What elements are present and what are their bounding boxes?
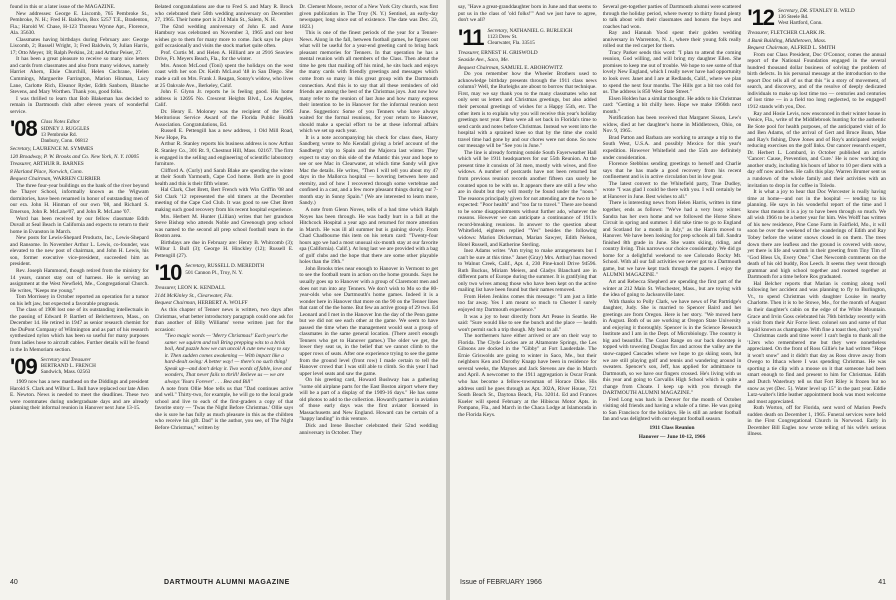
paragraph: There is interesting news from Helen Harris, written in time together, ends as follows: "We've had a very busy winter. Sandra has her own home and we followed the Horse Show Circuit in spring and summer. I did take time to go to England and Scotland for a month in July," as the Harris moved to Hanover. We have been looking for prep schools all fall. Sandra finished 8th grade in June. She wants skiing, riding, and country living. This narrows our choice considerably. We did go home for a delightful weekend to see Colorado Rocky Mt. School. With all our fall activities we never got to a Dartmouth game, but we have kept track through the papers. I enjoy the ALUMNI MAGAZINE.": [602, 200, 742, 279]
left-footer: [10, 579, 436, 586]
paragraph: Ray and Hosie Levis, now ensconced in their winter house in Venice, Fla., write of the Middlebrook hunting for the authentic Be Sote pool for health purposes, of the anticipated visit of Jo and Ben Adams, of the arrival of Gert and Bruce Bunn, Mae and Ray's fishing, Dave Jones and of Roy's anticipated weight reducing exercises on the golf links. Our cancer research expert, Dr. Herbert L. Lombard, in October published an article 'Cancer: Cause, Prevention, and Cure.' He is now working on another study, including his hours of labor to 10 per diem with a day off now and then. He calls this play. Warren Brumer sent us a rundown of the whole family and their activities with an invitation to drop in for coffee in Toledo.: [747, 110, 887, 189]
right-page: [450, 0, 896, 600]
bequest-line: Bequest Chairman, HERBERT A. WOLFF: [154, 300, 248, 307]
paragraph: New addresses: George E. Liscomb, 765 Pembroke St., Pembroke, N. H.; Fred H. Baldwin, Box 5257 T.E., Bradenton, Fla.; Harold W. Chase, H-123 Thoreau Wynne Apt., Florence, Ala. 35630.: [10, 10, 149, 37]
page-number: 41: [878, 579, 886, 586]
treasurer-line: Treasurer, LEON K. KENDALL: [154, 285, 226, 292]
paragraph: Tom Morrissey in October reported an operation for a tumor on his left jaw, but expected a favorable prognosis.: [10, 294, 149, 307]
paragraph: The latest convert to the Whitefield party, True Dudley, wrote "I was glad I could be there with you. I will certainly be at Hanover in June. Best wishes to all.": [602, 180, 742, 200]
paragraph: Brad Patton and Barbara are working to arrange a trip to the South West, U.S.A. and possibly Mexico for this year's expedition. However Whitefield and the 55th are definitely under consideration.: [602, 134, 742, 161]
paragraph: Several get-together parties of Dartmouth alumni were scattered through the holiday period, where twenty to thirty found plenty to talk about with their classmates and honors the boys and coaches had won.: [602, 4, 742, 30]
right-column-3: [747, 4, 886, 570]
paragraph: Prof. Curtis M. and Helen A. Hilliard are at 2916 Seaview Drive, Ft. Meyers Beach, Fla., for the winter.: [154, 49, 294, 63]
class-year: '12: [747, 5, 775, 30]
paragraph: It was a joy to hear directly from Art Pease in Seattle. He said: "Sure would like to see the bunch and the place — health won't permit such a trip though. My best to all.": [458, 313, 597, 333]
paragraph: Hal Belcher reports that Marian is coming along well following her accident and was planning to fly to Burlington, Vt., to spend Christmas with daughter Louise in nearby Charlotte. Then it is to be Stowe, Me., for the month of August in their daughter's cabin on the edge of the White Mountain. Grace and Irvin Goss celebrated his 76th birthday recently with a visit from their Air Force lieut. colonel son and some of that liquid known as champagne. With fine a toast then, don't you?: [747, 280, 887, 333]
left-column-1: [10, 4, 149, 570]
paragraph: Clifford A. (Curly) and Sarah Blake are spending the winter at their South Yarmouth, Cape Cod home. Both are in good health and this is their fifth winter.: [154, 167, 294, 187]
secretary-line: Secretary, LAURENCE M. SYMMES: [10, 146, 94, 153]
paragraph: New posts for Lewis-Shepard Products, Inc., Lewis-Shepard and Ransome. In November Arthur L. Lewis, co-founder, was elevated to the new post of chairman, and John H. Lewis, his son, former executive vice-president, succeeded him as president.: [10, 235, 149, 268]
class-year: '08: [10, 116, 37, 142]
magazine-title: DARTMOUTH ALUMNI MAGAZINE: [164, 579, 290, 586]
bequest-line: Bequest Chairman, SAMUEL E. ABOHOWITZ: [458, 64, 563, 71]
paragraph: Mrs. Anson McLoud (Toni) spent the holidays on the west coast with her son Dr. Keith McLoud '48 in San Diego. She made a call on Mrs. Frank J. Reagan, Sonny's widow, who lives at 25 Oakvale Ave., Berkeley, Calif.: [154, 62, 294, 89]
left-page: [0, 0, 446, 600]
class-officer-info: Secretary and Treasurer BERTRAND L. FRENCH Sandwich, Mass. 02563: [40, 357, 96, 376]
treasurer-address: Seaside Ave., Saco, Me.: [458, 57, 509, 64]
paragraph: This is one of the finest periods of the year for a Tenner-News. Along in the fall, between football games, he figures out what will be useful for a year-end greeting card to bring back pleasant memories for Tenners. In that operation he has a mental reunion with all members of the Class. Then about the time he gets that mailing off his mind, he sits back and enjoys the many cards with friendly greetings and messages which come from so many in this great group with the Dartmouth connection. And this is to say that all these reminders of old friends are among the best of the Christmas joys. Just now how many refer to the reunion of last June and how many express their intention to be in Hanover for the informal reunion next June. Suggestion: Some of you Tenners who have always waited for the formal reunions, for your return to Hanover, should make a special effort to be at these informal affairs which we set up each year.: [299, 30, 439, 135]
bequest-line: Bequest Chairman, WARREN CURRIER: [10, 176, 101, 183]
class-heading-10: [154, 260, 294, 286]
paragraph: The 62nd wedding anniversary of John E. and Anne Hambury was celebrated on November 3, 1965 and our best wishes go to them for many more to come. Jack says he plays golf occasionally and visits the stock market quite often.: [154, 23, 294, 50]
paragraph: A note from Glenn Noves, tells of a bad time which Ralph Noyes has been through. He was badly hurt in a fall at the Hitchcock Hospital a year ago and returned for more attention in March. He was ill all summer but is gaining slowly. From Chad Chadbourne this item on his return card: "Twenty-four hours ago we had a most unusual six-month stay at our favorite spa (California). Calif.). At long last we are provided with a bag of golf clubs and the hope that there are some other playable holes than the 19th.": [299, 206, 439, 266]
class-heading-09: [10, 354, 149, 380]
right-columns: [458, 4, 886, 570]
paragraph: say, "Have a great-granddaughter born in June and that seems to put us in the class of 'old folks!'" And we just have to agree, don't we all?: [458, 4, 597, 24]
class-heading-08: [10, 116, 149, 144]
paragraph: Dick and Irene Boscher celebrated their 52nd wedding anniversary in October. They: [299, 423, 439, 436]
paragraph: Russell E. Pettengill has a new address, 1 Old Mill Road, New Hope, Pa.: [154, 128, 294, 141]
class-year: '10: [154, 260, 182, 286]
paragraph: found in this or a later issue of the MAGAZINE.: [10, 4, 116, 10]
bequest-line: Bequest Chairman, ALFRED L. SMITH: [747, 45, 836, 52]
paragraph: On his greeting card, Howard Bushway has a gathering "some old airplane parts for the East Boston airport where they will be a part of a display of the 1909-16 days." He has some old photos to add to the collection. Howard's partner in aviation of those early days was the first aviator licensed in Massachusetts and New England. Howard can be certain of a "happy landing" in this venture.: [299, 377, 439, 423]
paragraph: Art and Rebecca Shepherd are spending the first part of the winter at 212 Main St. Winchester, Mass., but are toying with the idea of going to Jacksonville later.: [602, 278, 742, 299]
paragraph: 1909 now has a new masthead on the Diddings and president Harold S. Clark and Wilbur L. Bull have replaced our late Allen E. Newton. News is needed to meet the deadlines. These two were roommates during undergraduate days and are already planning their informal reunion in Hanover next June 13-15.: [10, 379, 149, 412]
paragraph: Ray and Hannah Yood spent their golden wedding anniversary in Warrenton, N. J., where their young folk really rolled out the red carpet for them.: [602, 30, 742, 50]
paragraph: It is a note accompanying his check for class dues, Harry Sandberg wrote to Mo Kendall giving a brief account of the Sandbergs' trip to Spain and the Majorca last winter. They expect to stay on this side of the Atlantic this year and hope to see or see Mac in Clearwater, at which time Sandy will give Mac the details. He writes, "Then I will tell you about my 47 days in the Mallorca hospital — hovering between here and eternity, and of how I recovered through some vertebrae and confined in a cast, and a few more pleasant things during our 7-month stay in Sunny Spain." (We are interested to learn more, Sandy.): [299, 134, 439, 207]
paragraph: Classmates having birthdays during February are: George Liscomb, 2; Russell Wright, 3; Fred Baldwin, 9; Julian Harris, 17; Otto Meyer, 18; Ralph Perkins, 24; and Arthur Peiser, 27.: [10, 36, 149, 56]
paragraph: Word has been received by our fellow classmate Edith Duvall at Seal Beach in California and expects to return to their home in Evanston in March.: [10, 215, 149, 235]
paragraph: As this chapter of Tenner news is written, two days after Christmas, what better introductory paragraph could one ask for than another of Billy Williams' verse written just for the occasion:: [154, 306, 294, 333]
paragraph: Mrs. Herbert M. Hunter (Lillian) writes that her grandson Steve Bishop who attends Noble and Greenough prep school was named to the second all prep school football team in the Boston area.: [154, 213, 294, 240]
paragraph: The class of 1908 lost one of its outstanding intellectuals in the passing of Edward P. Bartlett of Belchertown, Mass., on December 14. He retired in 1947 as senior research chemist for the DuPont Company of Wilmington and as part of his research synthesized nylon which has been so useful for many purposes from ladies hose to aircraft cables. Further details will be found in the In Memoriam section.: [10, 307, 149, 353]
poem: "Two magic words — 'Merry Christmas!' Each year's the same: we squirm and toil Bring prepping wits to a brisk boil, And puzzle how we can uncoil A cute new way to say it. Then sudden comes awakening — With impact like a hard-dealt swing: A better way! — there's no such thing! Speak up—and don't delay it. Two words of fable, love and wonders, That never fails to thrill! Believe us — we are always 'Yours Forever' . . . Bea and Bill": [164, 333, 292, 385]
treasurer-line: Treasurer, FLETCHER CLARK JR.: [747, 30, 826, 36]
paragraph: John Brooks tries near enough to Hanover in Vermont to get to see the football team in action on the home grounds. Says he usually goes up to Hanover with a group of Claremont men and does not run into any Tenners. We don't wish to Mo so the 80-year-olds who see Dartmouth's home games. Indeed it is a wonder here in Hanover that more on the 90 on the Tenner lines that cant of the the home. But few an active group of 29 two. Ed Leonard and I met in the Hanover Inn the day of the Penn game but we did not see each other at the game. We seem to have passed the time when the management would seat a group of classmates in the same general location. (There aren't enough Tenners who get to Hanover games.) The older we get, the lower they seat us, in the belief that we cannot climb to the upper rows of seats. After one experience trying to see the game from the ground level (front row) I made certain to tell the Hanover crowd that I was still able to climb. So this year I had upper level seats and saw the game.: [299, 265, 439, 377]
paragraph: Hal Clark, Chet Brett, Bert French with Win Griffin '08 and Sid Clark '12 represented the old timers at the December meeting of the Cape Cod Club. It was good to see Chet Brett making such good recovery from his recent hospital experience.: [154, 187, 294, 213]
treasurer-line: Treasurer, ERNEST H. GRISWOLD: [458, 49, 538, 56]
paragraph: Fred Long was back in Denver for the month of October visiting old friends and having a whale of a time. He was going to San Francisco for the holidays. He is still an ardent football fan and was delighted with our elegant football season.: [602, 396, 742, 423]
paragraph: Belated congratulations are due to Fred S. and Mary R. Brock who celebrated their 50th wedding anniversary on December 27, 1965. Their home port is 214 Main St., Salem, N. H.: [154, 4, 294, 24]
paragraph: The northerners have either arrived or are on their way to Florida. The Clyde Lockes are at Altamonte Springs, the Les Gibsons are docked in the "Gibby" at Fort Lauderdale. The Ernie Griswolds are going to winter in Saco, Me., but their neighbors Ken and Dorothy Knapp have been in residence for several weeks, the Mayses and Jack Stevens are due in March and April. A newcomer to the 1911 aggregation is Oscar Frank who has become a fellow-townsman of Horace Dike. His address until he goes through as Apt. 302A, River House, 721 South Beach St., Daytona Beach, Fla. 32014. Ed and Frances Kueler will spend February at the Hibiscus Motor Apts. in Pompano, Fla., and March in the Chaca Lodge at Islamorada in the Florida Keys.: [458, 333, 597, 418]
paragraph: Dr. Clement Moore, rector of a New York City church, was first given publication in The Troy (N. Y.) Sentinel, an early-day newspaper, long since out of existence. The date was Dec. 23, 1823.): [299, 4, 439, 30]
paragraph: A note from Ollie Moe tells us that "Dad continues active and well." Thirty-two, for example, he will go to the local grade school and live to each of the first-graders a copy of that favorite story — 'Twas the Night Before Christmas.' Ollie says she is sure he has fully as much pleasure in this as the children who receive his gift. Dad" is the author, you see, of The Night Before Christmas," written by: [154, 385, 294, 431]
paragraph: The three four-year buildings on the bank of the river beyond the Thayer School, informally known as the Wigwam dormitories, have been renamed in honor of outstanding men of our era. John H. Hinman of our own '08, and Richard S. Emerson, John R. McLane'07, and John R. McLane '07.: [10, 182, 149, 216]
reunion-title: 1911 Class Reunion: [649, 425, 695, 431]
paragraph: John F. Glynn Jr. reports he is feeling good. His home address is 12695 No. Crescent Heights Blvd., Los Angeles, Calif.: [154, 89, 294, 109]
paragraph: Notification has been received that Margaret Sisson, Lew's widow, died at her daughter's home in Middletown, Ohio, on Nov. 9, 1965.: [602, 115, 742, 135]
class-year: '09: [10, 354, 37, 380]
paragraph: From our Class President, Doc O'Connor, comes the annual report of the National Foundation engaged in the several hundred thousand dollar business of solving the problem of birth defects. In his personal message at the introduction to the report Doc tells all of us that this "is a story of movement, of search, and discovery, and of the resolve of deeply dedicated individuals to make up lost time too — centuries and centuries of lost time — in a field too long neglected, to be engaged! 1912 stands with you, Doc.: [747, 51, 887, 111]
page-number: 40: [10, 579, 18, 586]
paragraph: Birthdays are due in February are: Henry B. Whitcomb (3); Wilbur I. Bull (3); George H. Hinckley (12); Russell E. Pettengill (27).: [154, 239, 294, 259]
class-year: '11: [458, 24, 484, 50]
class-officer-info: Class Notes Editor SIDNEY J. RUGGLES 13 Pembroke Rd. Danbury, Conn. 06812: [40, 119, 90, 144]
paragraph: It is what a joy to hear that Doc Worcester is really having time at home—and not in the hospital — tending to his planning. He says in his wonderful report of the time and I know that means it is a joy to have been through so much. We all wish 1966 to be a better year for him. Wes Wolff has written of his new residence, Pine Cone Farm in Fairfield, Mo., it will soon be over the weekend of the wanderings of Edith and Ray Tobey before the winter snows closed in on them. The trees down there are leafless and the ground is covered with snow, yet there is life and warmth in their greeting from Tiny Tim of "God Bless Us, Every One." Chet Newcomb comments on the death of his old buddy, Ros Leech. It seems they went through grammar and high school together and roomed together at Dartmouth for a time before Ros graduated.: [747, 189, 887, 281]
treasurer-address: 2144 McKinley St., Clearwater, Fla.: [154, 292, 233, 299]
paragraph: Do you remember how the Wheeler Brothers used to acknowledge birthday presents through the 1911 class news column? Well, the Burleighs are about to borrow that technique. First, may we say thank you to the many classmates who not only sent us letters and Christmas greetings, but also added their personal greetings of wishes for a Happy 55th, etc. The other item is to explain why you will receive this year's holiday greetings next year. Plans were all set back in Florida's time to send cards and notes before Christmas. Instead we went into the hospital with a sprained knee so that by the time she could travel time had gone by and our chores were not done. So now our message will be "See you in June.": [458, 71, 597, 150]
issue-date: Issue of FEBRUARY 1966: [460, 579, 542, 586]
paragraph: I was thrilled to learn that Bob Blakeman has decided to remain in Dartmouth club after eleven years of wonderful service.: [10, 95, 149, 115]
right-column-2: [603, 4, 742, 570]
right-footer: [460, 579, 886, 586]
paragraph: Rev. Joseph Hammond, though retired from the ministry for 14 years, cannot stay out of harness. He is serving an assignment at the West Newfield, Me., Congregational Church. He writes, "Keeps me young.": [10, 267, 149, 294]
class-heading-12: [747, 5, 886, 30]
paragraph: Elsen Holden has a similar thought. He adds to his Christmas card: "Getting a bit chilly here. Hope we make 1966th next month.": [602, 95, 742, 115]
treasurer-line: Treasurer, ARTHUR R. BARNES: [10, 161, 84, 168]
left-columns: [10, 4, 438, 570]
paragraph: Christmas cards and time were! I can't begin to thank all the '12ers who remembered me but they were nonetheless appreciated. On the front of Ross Gillie's he had written "Hope it won't snow" and it didn't that day as Ross drove away from Owego to Ithaca where I was spending Christmas. He was sporting a tie clip with a moose on it that someone had been smart enough to find and present to him for Christmas. Edith and Dutch Waterbury tell us that Fort Riley is frozen but no snow as yet (Dec. 5). Water level up 15" in the past year. Eddie Lutz-walter's little leather appointment book was most welcome and most appreciated.: [747, 333, 887, 405]
reunion-date: Hanover — June 10-12, 1966: [638, 433, 706, 440]
paragraph: Arthur R. Stanley reports his business address is now Arthur R. Stanley Co., 301 Rt. 9, Chestnut Hill, Mass. 02167. The firm is engaged in the selling and engineering of scientific laboratory furniture.: [154, 141, 294, 168]
paragraph: The line is already forming outside South Fayerweather Hall which will be 1911 headquarters for our 55th Reunion. At the present time it consists of 34 men, mostly with wives, and five widows. A number of postcards have not been returned but from previous reunion records another fifteen can surely be counted upon to be with us. It appears there are still a few who are in doubt but they will mostly be found under the "noon." The reasons principally given for not attending are the two to be expected: "Poor health" and "too far to travel." There are bound to be some disappointments without further ado, whatever the reasons. However we can anticipate a continuance of 1911's record-breaking reunions. In answer to the question about Whitefield, eighteen replied "Yes" besides the following widows: Marion Dickerman, Marian Sawyer, Edith Nelson, Hotel Russell, and Katherine Sterling.: [458, 149, 597, 248]
paragraph: Florence Stebbins sending greetings to herself and Charlie says that he has made a good recovery from his recent confinement and is in active circulation but in low gear.: [602, 161, 742, 181]
treasurer-address: 4 Bank Building, Middletown, Mass.: [747, 37, 827, 44]
paragraph: Tracy Parker sends this word: "I plan to attend the coming reunion, God willing, and will bring my daughter Ellen. She promises to keep me out of trouble. We hope to see some of that lovely New England, which I really never have had opportunity to look over. Janet and I are at Redlands, Calif., where we plan to spend the next four months. The Hills got a bit too cold for us. The address is 850 West State Street.": [602, 49, 742, 96]
secretary-address: 120 Broadway, P. W. Brooks and Co. New York, N. Y. 10005: [10, 153, 139, 160]
class-heading-11: [458, 24, 597, 50]
treasurer-address: 8 Harland Place, Norwich, Conn.: [10, 168, 83, 175]
class-officer-info: Secretary, RUSSELL D. MEREDITH 501 Cannon Pl., Troy, N. Y.: [185, 263, 265, 276]
class-officer-info: Secretary, DR. STANLEY B. WELD 136 Steele Rd. West Hartford, Conn.: [778, 8, 855, 27]
paragraph: Dr. Henry E. Moloney was the recipient of the 1965 Meritorious Service Award of the Florida Public Health Association. Congratulations, Ed.: [154, 108, 294, 128]
right-column-1: [458, 4, 597, 570]
paragraph: Inez Adams writes "Am trying to make arrangements but I can't be sure at this time." Janet (Gray) Mrs. Arthur) has moved to Walnut Creek, Calif., Apt. 4, 230 Pine-knoll Drive 94596. Ruth Buckus, Miriam Meiers, and Gladys Blanchard are in different parts of Europe during the summer. It is gratifying that only two wives among those who have been kept on the active mailing list have been found but their names removed.: [458, 248, 597, 294]
paragraph: With thanks to Polly Clark, we have news of Pat Partridge's daughter, Judy. She is married to Spencer Baird and her greetings are from Oregon. Here is her story. "We moved here in August. Both of us are working at Oregon State University and enjoying it thoroughly. Spencer is in the Science Research Institute and I am in the Dept. of Microbiology. The country is big and beautiful. The Coast Range on our back doorstep is topped with towering Douglas firs and across the valley are the snow-capped Cascades where we hope to go skiing soon, but we are still playing golf and tennis and wandering around in sweaters. Spencer's son, Jeff, has applied for admittance to Dartmouth, so we have our fingers crossed. He's living with us this year and going to Corvallis High School which is quite a change from Choate. I keep up with you through the DARTMOUTH ALUMNI MAGAZINE.": [602, 298, 742, 397]
class-officer-info: Secretary, NATHANIEL G. BURLEIGH 1123 Drew St. Clearwater, Fla. 33515: [487, 27, 573, 47]
left-column-2: [155, 4, 294, 570]
paragraph: Ruth Worton, off for Florida, sent word of Marion Peed's sudden death on December 1, 1965. Funeral services were held in the First Congregational Church in Norwood. Early in December Bill Eagles now wrote telling of his wife's serious illness.: [747, 405, 887, 438]
paragraph: It has been a great pleasure to receive so many nice letters and cards from classmates and also from many widows, namely Harriet Ahern, Elsie Churchill, Helen Cochrane, Helen Cummings, Marguerite Farrington, Marion Hinman, Lucy Lane, Carlotte Rich, Eleanor Ryder, Edith Sanborn, Blanche Stevens, and Mary Worthen. Thank you, good folks.: [10, 56, 149, 96]
left-column-3: [299, 4, 438, 570]
paragraph: From Helen Jenkins comes this message: "I am just a little too far away. Yes I am meant so much to Chester I surely enjoyed my Dartmouth experience.": [458, 293, 597, 313]
